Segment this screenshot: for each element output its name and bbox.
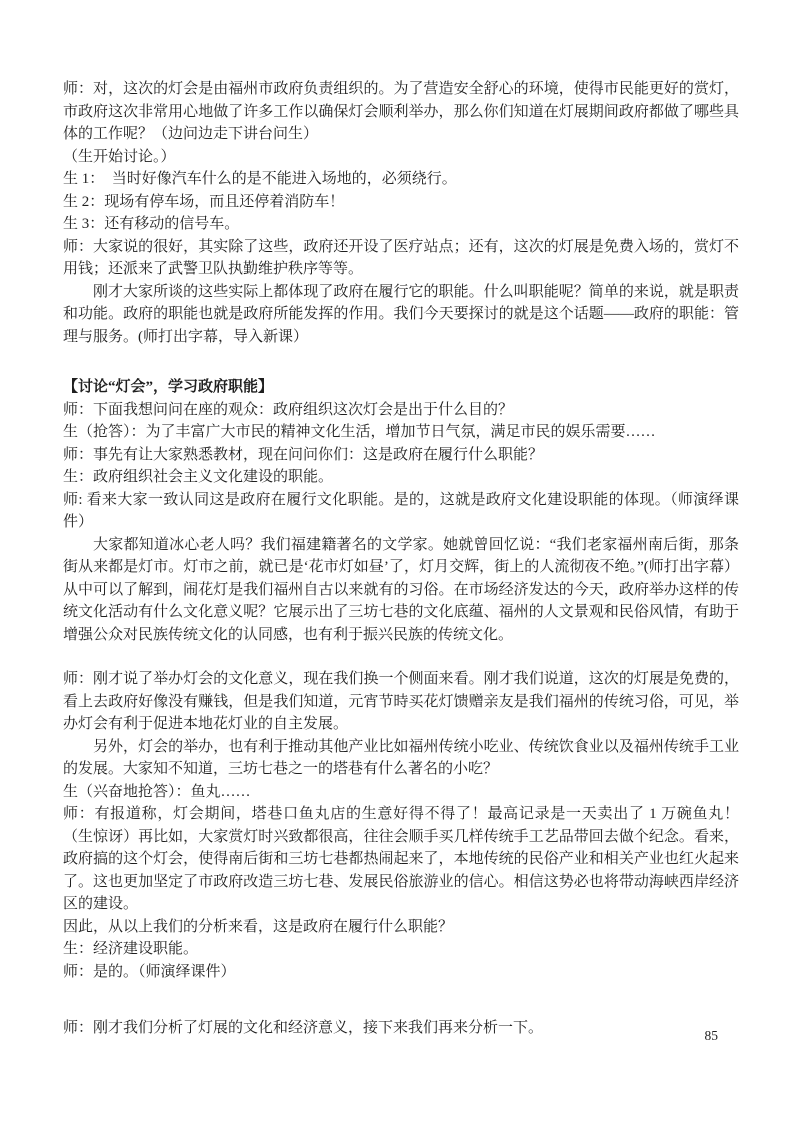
paragraph: 生（兴奋地抢答）：鱼丸…… (63, 783, 251, 800)
paragraph: 刚才大家所谈的这些实际上都体现了政府在履行它的职能。什么叫职能呢？简单的来说，就是职责和功能。政府的职能也就是政府所能发挥的作用。我们今天要探讨的就是这个话题——政府的职能：管理与服务。(师打出字幕，导入新课） (63, 283, 739, 345)
paragraph: 师：是的。（师演绎课件） (63, 963, 236, 980)
paragraph: 生 2：现场有停车场，而且还停着消防车！ (63, 193, 345, 210)
paragraph: 师：对，这次的灯会是由福州市政府负责组织的。为了营造安全舒心的环境，使得市民能更好的赏灯，市政府这次非常用心地做了许多工作以确保灯会顺利举办，那么你们知道在灯展期间政府都做了哪些具体的工作呢？（边问边走下讲台问生） (63, 81, 739, 142)
paragraph: 生 3：还有移动的信号车。 (63, 216, 240, 232)
paragraph: 生：政府组织社会主义文化建设的职能。 (63, 469, 334, 485)
paragraph: （生开始讨论。） (63, 148, 176, 165)
paragraph: 生（抢答）：为了丰富广大市民的精神文化生活，增加节日气氛，满足市民的娱乐需要…… (63, 424, 656, 440)
paragraph: 师：刚才说了举办灯会的文化意义，现在我们换一个侧面来看。刚才我们说道，这次的灯展是免费的，看上去政府好像没有赚钱，但是我们知道，元宵节時买花灯馈赠亲友是我们福州的传统习俗，可见，举办灯会有利于促进本地花灯业的自主发展。 (63, 671, 739, 732)
paragraph: 师：刚才我们分析了灯展的文化和经济意义，接下来我们再来分析一下。 (63, 1020, 544, 1036)
paragraph: 因此，从以上我们的分析来看，这是政府在履行什么职能？ (63, 918, 454, 935)
paragraph: 师：事先有让大家熟悉教材，现在问问你们：这是政府在履行什么职能？ (63, 446, 544, 463)
paragraph: 师：大家说的很好，其实除了这些，政府还开设了医疗站点；还有，这次的灯展是免费入场的，赏灯不用钱；还派来了武警卫队执勤维护秩序等等。 (63, 238, 739, 277)
paragraph: 另外，灯会的举办，也有利于推动其他产业比如福州传统小吃业、传统饮食业以及福州传统手工业的发展。大家知不知道，三坊七巷之一的塔巷有什么著名的小吃？ (63, 738, 739, 777)
paragraph: 生 1： 当时好像汽车什么的是不能进入场地的，必须绕行。 (63, 171, 457, 187)
paragraph: 师：下面我想问问在座的观众：政府组织这次灯会是出于什么目的？ (63, 401, 514, 418)
paragraph: 生：经济建设职能。 (63, 941, 199, 957)
document-body (63, 78, 755, 1040)
page-number: 85 (704, 1028, 718, 1043)
paragraph: 大家都知道冰心老人吗？我们福建籍著名的文学家。她就曾回忆说：“我们老家福州南后街，那条街从来都是灯市。灯市之前，就已是‘花市灯如昼’了，灯月交辉，街上的人流彻夜不绝。”(师打出字幕）从中可以了解到，闹花灯是我们福州自古以来就有的习俗。在市场经济发达的今天，政府举办这样的传统文化活动有什么文化意义呢？它展示出了三坊七巷的文化底蕴、福州的人文景观和民俗风情，有助于增强公众对民族传统文化的认同感，也有利于振兴民族的传统文化。 (63, 536, 739, 643)
paragraph: 师: 看来大家一致认同这是政府在履行文化职能。是的，这就是政府文化建设职能的体现。（师演绎课件） (63, 491, 739, 530)
section-heading: 【讨论“灯会”，学习政府职能】 (63, 379, 274, 395)
paragraph: 师：有报道称，灯会期间，塔巷口鱼丸店的生意好得不得了！最高记录是一天卖出了 1 万碗鱼丸！ （生惊讶）再比如，大家赏灯时兴致都很高，往往会顺手买几样传统手工艺品带回去做个纪念。看来，政府搞的这个灯会，使得南后街和三坊七巷都热闹起来了，本地传统的民俗产业和相关产业也红火起来了。这也更加坚定了市政府改造三坊七巷、发展民俗旅游业的信心。相信这势必也将带动海峡西岸经济区的建设。 (63, 806, 755, 912)
